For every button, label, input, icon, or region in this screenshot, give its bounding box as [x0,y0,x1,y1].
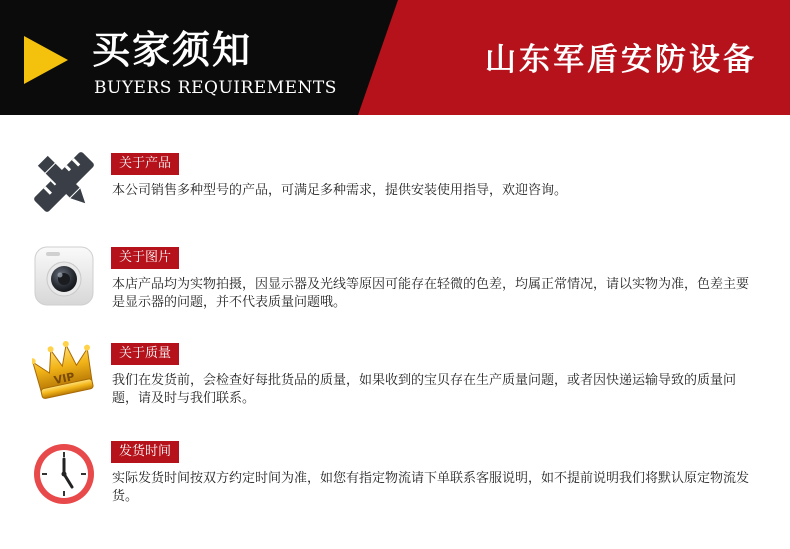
page-title: 买家须知 [92,28,253,72]
products-description: 本公司销售多种型号的产品，可满足多种需求，提供安装使用指导，欢迎咨询。 [112,183,568,198]
arrow-icon [24,36,68,84]
vip-crown-icon [32,340,96,404]
camera-icon [32,244,96,308]
pencil-ruler-icon [32,150,96,214]
page-subtitle: BUYERS REQUIREMENTS [94,78,337,98]
shipping-description: 实际发货时间按双方约定时间为准，如您有指定物流请下单联系客服说明，如不提前说明我们将默认原定物流发货。 [112,471,750,504]
clock-icon [32,442,96,506]
tag-about-quality: 关于质量 [111,343,179,365]
tag-about-pictures: 关于图片 [111,247,179,269]
tag-about-products: 关于产品 [111,153,179,175]
header-banner [0,0,790,115]
quality-description: 我们在发货前，会检查好每批货品的质量，如果收到的宝贝存在生产质量问题，或者因快递运输导致的质量问题，请及时与我们联系。 [112,373,737,406]
pictures-description: 本店产品均为实物拍摄，因显示器及光线等原因可能存在轻微的色差，均属正常情况，请以实物为准，色差主要是显示器的问题，并不代表质量问题哦。 [112,277,750,310]
vip-badge-text: VIP [52,370,76,388]
brand-name: 山东军盾安防设备 [485,42,757,78]
tag-shipping-time: 发货时间 [111,441,179,463]
